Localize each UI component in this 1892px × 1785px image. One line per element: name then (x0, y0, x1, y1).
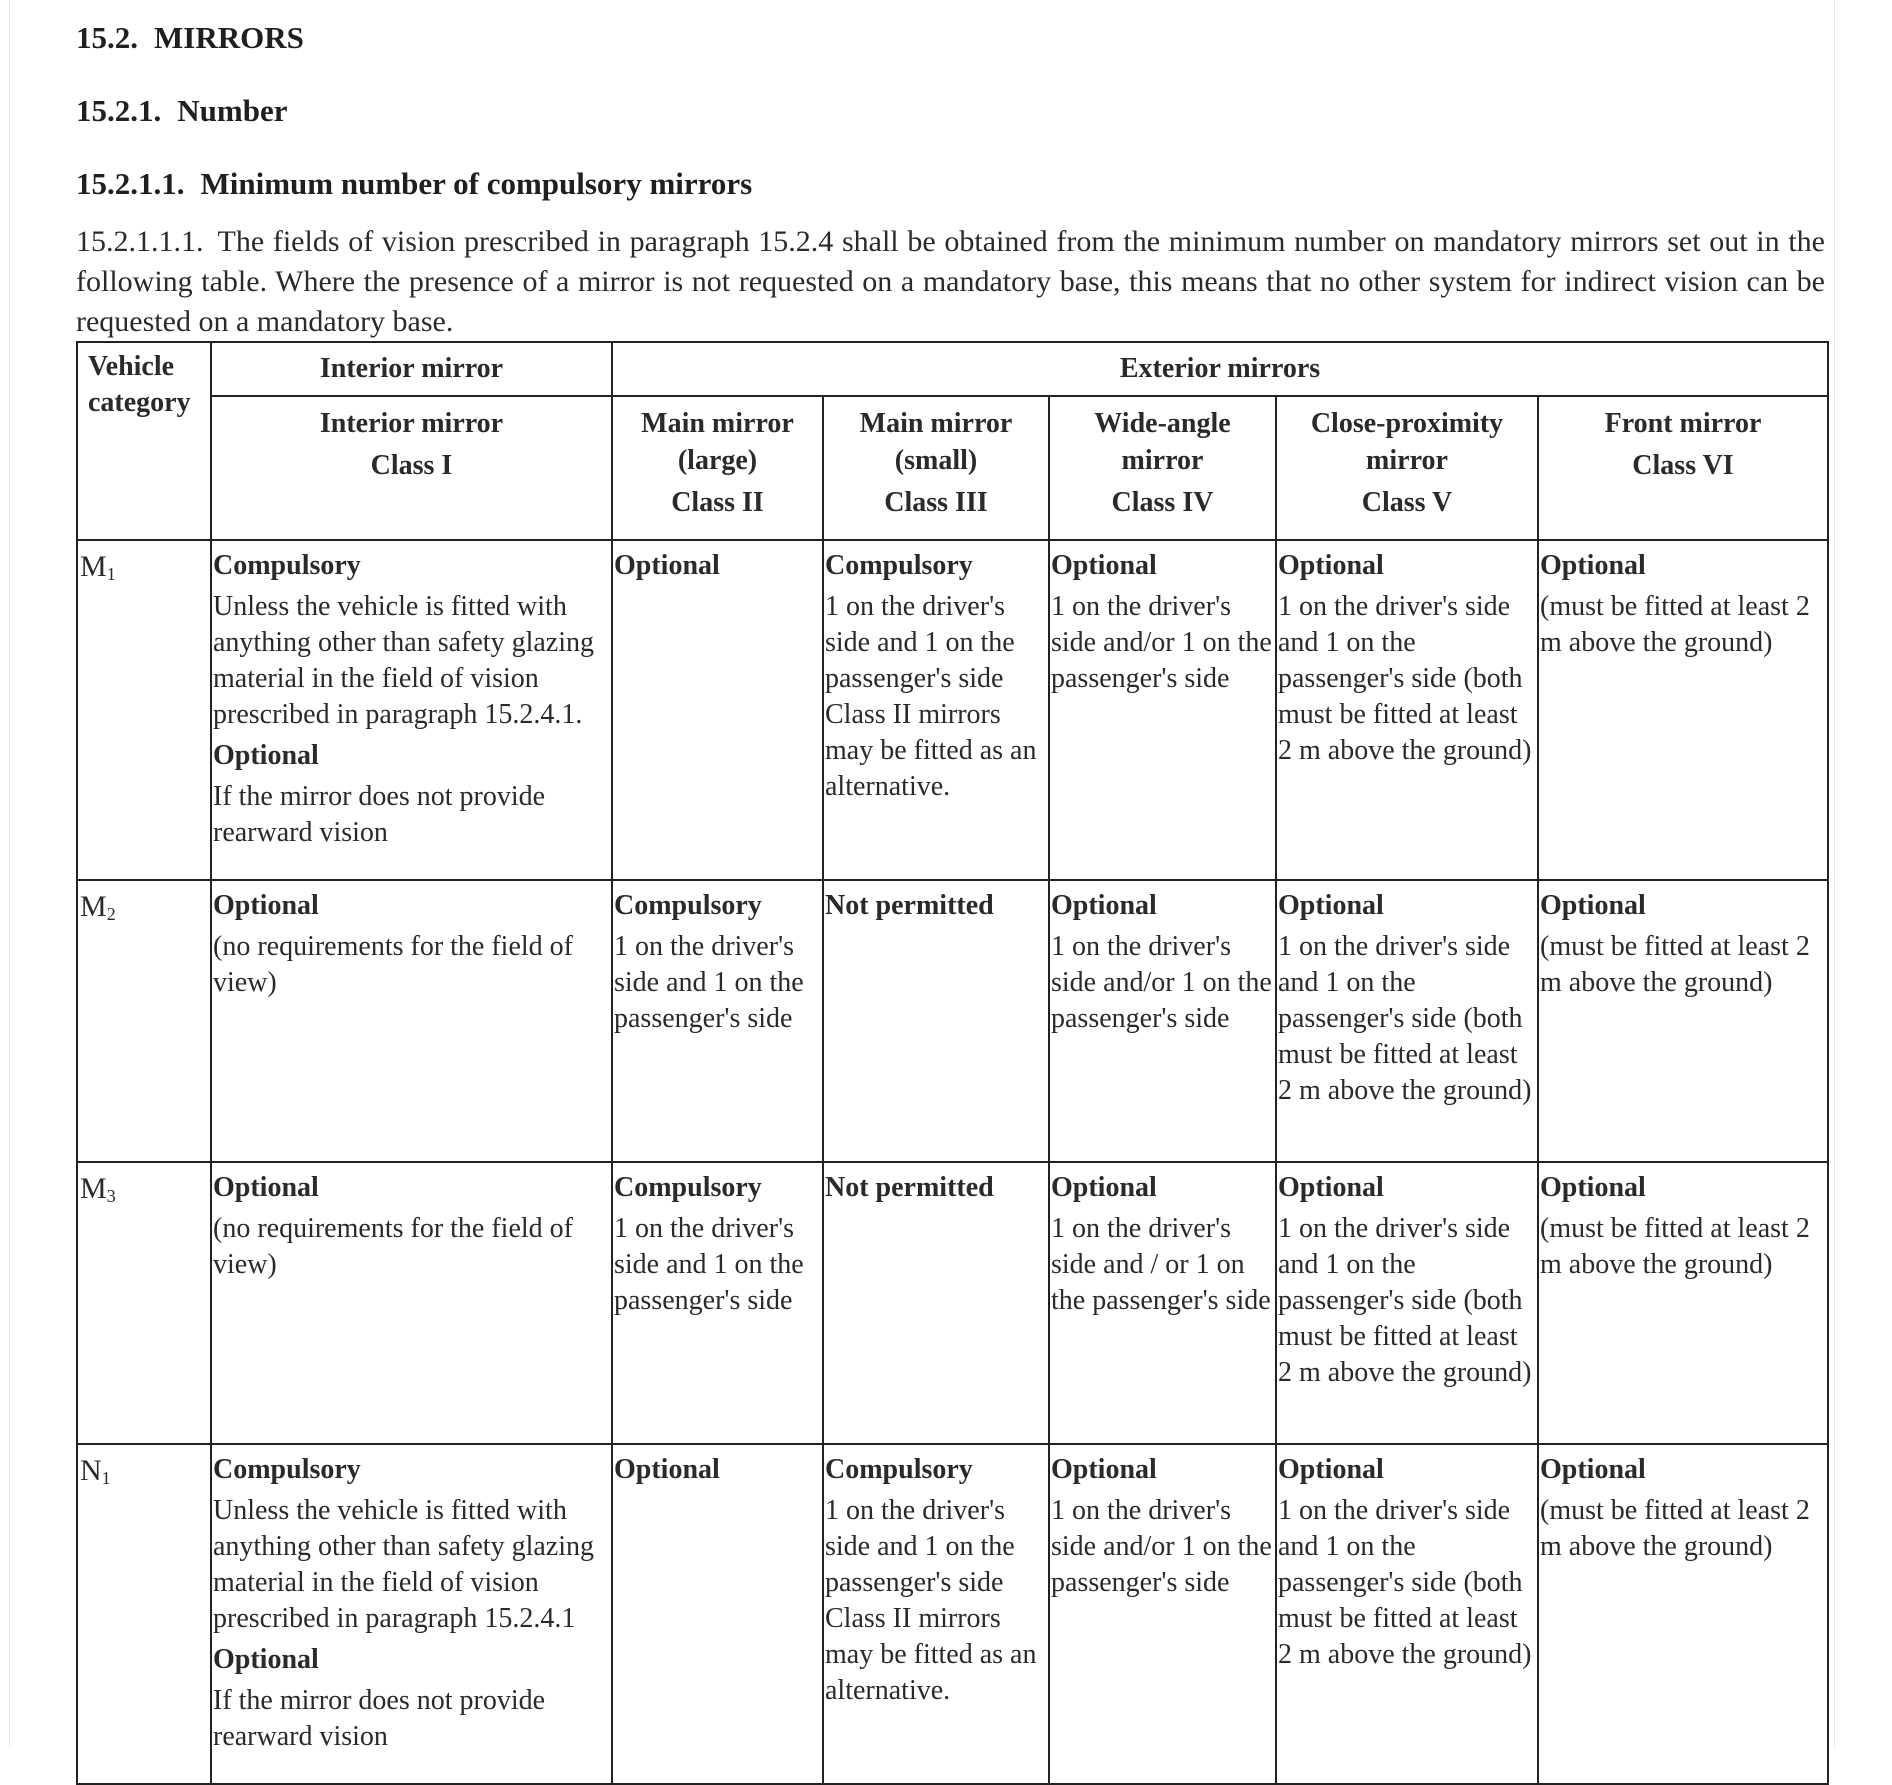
requirement-status: Compulsory (614, 1172, 762, 1203)
requirement-status: Optional (1278, 1172, 1384, 1203)
requirement-status: Compulsory (614, 890, 762, 921)
requirement-status: Optional (213, 890, 319, 921)
header-column-label: Wide-angle (1094, 408, 1231, 439)
requirement-note: 1 on the driver's side and 1 on the passenger's side (both must be fitted at least 2 m above the ground) (1278, 591, 1532, 766)
table-cell (1538, 540, 1828, 880)
category-subscript: 3 (106, 1186, 116, 1206)
requirement-note: (must be fitted at least 2 m above the ground) (1540, 1213, 1810, 1280)
header-column-6 (1538, 396, 1828, 540)
header-column-label: (large) (677, 445, 758, 476)
subsubsection-number: 15.2.1.1. (76, 166, 185, 201)
requirement-note: 1 on the driver's side and 1 on the passenger's side (both must be fitted at least 2 m above the ground) (1278, 1213, 1532, 1388)
table-row (77, 540, 1828, 880)
table-cell (1049, 540, 1276, 880)
table-cell (1538, 880, 1828, 1162)
requirement-note: (no requirements for the field of view) (213, 1213, 573, 1280)
header-exterior-group: Exterior mirrors (612, 342, 1828, 396)
requirement-note: 1 on the driver's side and 1 on the passenger's side Class II mirrors may be fitted as an alternative. (825, 591, 1037, 802)
requirement-status: Optional (213, 1172, 319, 1203)
requirement-note: 1 on the driver's side and/or 1 on the passenger's side (1051, 931, 1272, 1034)
requirement-status-secondary: Optional (213, 740, 319, 771)
requirement-status: Optional (1278, 1454, 1384, 1485)
requirement-status: Optional (1051, 1172, 1157, 1203)
requirement-status: Optional (614, 1454, 720, 1485)
header-column-label: Main mirror (641, 408, 794, 439)
category-subscript: 1 (101, 1468, 111, 1488)
table-cell (1276, 540, 1538, 880)
table-row (77, 1444, 1828, 1784)
category-letter: M (80, 550, 107, 583)
table-cell (1049, 1444, 1276, 1784)
requirement-note: Unless the vehicle is fitted with anything other than safety glazing material in the field of vision prescribed in paragraph 15.2.4.1 (213, 1495, 594, 1634)
header-column-label: Main mirror (859, 408, 1013, 439)
requirement-status: Compulsory (213, 1454, 361, 1485)
header-row-sub (77, 396, 1828, 540)
table-cell (1049, 1162, 1276, 1444)
requirement-status-secondary: Optional (213, 1644, 319, 1675)
header-column-class: Class II (671, 487, 764, 518)
requirement-note: (must be fitted at least 2 m above the ground) (1540, 1495, 1810, 1562)
requirement-note: Unless the vehicle is fitted with anything other than safety glazing material in the field of vision prescribed in paragraph 15.2.4.1. (213, 591, 594, 730)
header-column-label: mirror (1366, 445, 1448, 476)
header-column-1 (211, 396, 612, 540)
subsection-number: 15.2.1. (76, 93, 162, 128)
document-page (9, 0, 1835, 1752)
section-heading (76, 20, 304, 56)
subsection-heading (76, 93, 287, 129)
requirement-status: Optional (1278, 890, 1384, 921)
category-letter: N (80, 1454, 102, 1487)
vehicle-category-cell (77, 1444, 211, 1784)
header-column-3 (823, 396, 1049, 540)
header-column-label: Close-proximity (1310, 408, 1504, 439)
table-row (77, 1162, 1828, 1444)
table-row (77, 880, 1828, 1162)
table-cell (612, 880, 823, 1162)
table-cell (211, 1444, 612, 1784)
table-cell (823, 1444, 1049, 1784)
header-column-class: Class III (884, 487, 988, 518)
requirement-status: Optional (1540, 1172, 1646, 1203)
table-cell (823, 1162, 1049, 1444)
requirement-note: 1 on the driver's side and 1 on the passenger's side (both must be fitted at least 2 m above the ground) (1278, 931, 1532, 1106)
table-cell (1276, 1162, 1538, 1444)
requirement-note: (must be fitted at least 2 m above the ground) (1540, 591, 1810, 658)
requirement-status: Optional (1278, 550, 1384, 581)
requirement-status: Optional (1051, 1454, 1157, 1485)
header-column-label: mirror (1121, 445, 1204, 476)
subsubsection-title: Minimum number of compulsory mirrors (200, 166, 753, 201)
table-cell (211, 1162, 612, 1444)
requirement-status: Optional (1540, 550, 1646, 581)
section-number: 15.2. (76, 20, 138, 55)
requirement-note: 1 on the driver's side and/or 1 on the passenger's side (1051, 1495, 1272, 1598)
requirement-note: 1 on the driver's side and 1 on the passenger's side (614, 931, 804, 1034)
requirement-status: Compulsory (825, 550, 973, 581)
requirement-status: Not permitted (825, 1172, 994, 1203)
table-cell (612, 540, 823, 880)
requirement-status: Compulsory (213, 550, 361, 581)
requirement-note: 1 on the driver's side and 1 on the passenger's side Class II mirrors may be fitted as an alternative. (825, 1495, 1037, 1706)
table-cell (1276, 1444, 1538, 1784)
intro-paragraph (76, 222, 1825, 342)
header-column-2 (612, 396, 823, 540)
requirement-note: 1 on the driver's side and/or 1 on the passenger's side (1051, 591, 1272, 694)
requirement-status: Optional (614, 550, 720, 581)
section-title: MIRRORS (154, 20, 304, 55)
requirement-status: Optional (1540, 890, 1646, 921)
header-row-top (77, 342, 1828, 396)
requirement-note-secondary: If the mirror does not provide rearward vision (213, 781, 546, 848)
intro-text: The fields of vision prescribed in paragraph 15.2.4 shall be obtained from the minimum number on mandatory mirrors set out in the following table. Where the presence of a mirror is not requested on a mandatory base, this means that no other system for indirect vision can be requested on a mandatory base. (76, 225, 1825, 338)
header-vehicle-category: Vehicle category (77, 342, 211, 540)
vehicle-category-cell (77, 880, 211, 1162)
requirement-note: 1 on the driver's side and / or 1 on the passenger's side (1051, 1213, 1271, 1316)
requirement-note: 1 on the driver's side and 1 on the passenger's side (both must be fitted at least 2 m above the ground) (1278, 1495, 1532, 1670)
vehicle-category-cell (77, 540, 211, 880)
requirement-note: (must be fitted at least 2 m above the ground) (1540, 931, 1810, 998)
category-subscript: 2 (106, 904, 116, 924)
requirement-status: Compulsory (825, 1454, 973, 1485)
table-cell (612, 1162, 823, 1444)
requirement-note-secondary: If the mirror does not provide rearward vision (213, 1685, 546, 1752)
table-cell (1538, 1444, 1828, 1784)
requirement-note: (no requirements for the field of view) (213, 931, 573, 998)
requirement-note: 1 on the driver's side and 1 on the passenger's side (614, 1213, 804, 1316)
vehicle-category-cell (77, 1162, 211, 1444)
header-column-class: Class IV (1111, 487, 1214, 518)
table-cell (211, 880, 612, 1162)
requirement-status: Not permitted (825, 890, 994, 921)
requirement-status: Optional (1051, 550, 1157, 581)
table-cell (612, 1444, 823, 1784)
header-column-class: Class I (370, 450, 453, 481)
header-column-class: Class VI (1632, 450, 1734, 481)
requirement-status: Optional (1051, 890, 1157, 921)
requirement-status: Optional (1540, 1454, 1646, 1485)
category-subscript: 1 (106, 564, 116, 584)
mirrors-table (76, 341, 1829, 1785)
intro-number: 15.2.1.1.1. (76, 225, 204, 258)
table-cell (823, 540, 1049, 880)
header-column-class: Class V (1361, 487, 1453, 518)
header-column-4 (1049, 396, 1276, 540)
table-cell (1538, 1162, 1828, 1444)
header-column-label: Interior mirror (319, 408, 504, 439)
category-letter: M (80, 1172, 107, 1205)
header-column-label: (small) (894, 445, 978, 476)
table-cell (1049, 880, 1276, 1162)
header-column-5 (1276, 396, 1538, 540)
table-cell (1276, 880, 1538, 1162)
table-cell (211, 540, 612, 880)
header-interior-group: Interior mirror (211, 342, 612, 396)
table-cell (823, 880, 1049, 1162)
header-column-label: Front mirror (1604, 408, 1762, 439)
table-body (77, 540, 1828, 1784)
subsection-title: Number (177, 93, 288, 128)
subsubsection-heading (76, 166, 752, 202)
category-letter: M (80, 890, 107, 923)
